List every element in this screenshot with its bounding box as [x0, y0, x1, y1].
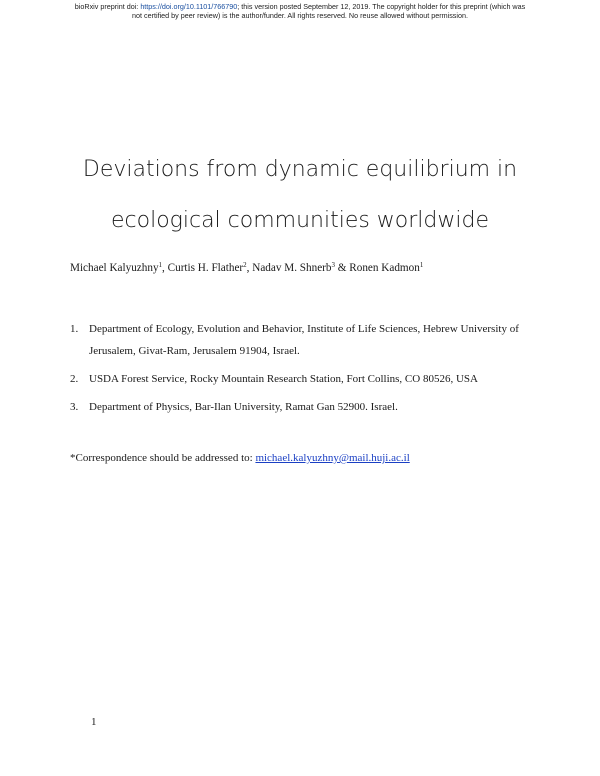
page-number: 1 — [91, 716, 97, 728]
author-separator: & — [334, 262, 350, 274]
affiliation-list — [70, 318, 540, 424]
author-affiliation-marker: 2 — [243, 261, 247, 269]
author-separator: , — [162, 262, 168, 274]
affiliation-item — [70, 318, 540, 362]
author-name: Curtis H. Flather — [167, 262, 244, 274]
author-separator: , — [246, 262, 253, 274]
correspondence-label: *Correspondence should be addressed to: — [70, 452, 256, 464]
author-name: Ronen Kadmon — [349, 262, 420, 274]
correspondence-email-link[interactable]: michael.kalyuzhny@mail.huji.ac.il — [255, 452, 410, 464]
author-affiliation-marker: 1 — [158, 261, 163, 269]
author-affiliation-marker: 1 — [419, 261, 424, 269]
paper-title-line-2: ecological communities worldwide — [111, 208, 489, 233]
author-name: Nadav M. Shnerb — [252, 262, 332, 274]
affiliation-number: 2. — [70, 373, 79, 385]
doi-link[interactable]: https://doi.org/10.1101/766790 — [140, 2, 238, 11]
affiliation-text: Department of Ecology, Evolution and Behavior, Institute of Life Sciences, Hebrew University of Jerusalem, Givat-Ram, Jerusalem 91904, Israel. — [89, 323, 519, 357]
affiliation-number: 3. — [70, 401, 79, 413]
preprint-header — [20, 2, 580, 20]
affiliation-text: Department of Physics, Bar-Ilan University, Ramat Gan 52900. Israel. — [89, 401, 398, 413]
author-name: Michael Kalyuzhny — [70, 262, 159, 274]
affiliation-number: 1. — [70, 323, 79, 335]
author-affiliation-marker: 3 — [331, 261, 335, 269]
affiliation-item — [70, 368, 540, 390]
correspondence-note — [70, 452, 540, 464]
affiliation-text: USDA Forest Service, Rocky Mountain Research Station, Fort Collins, CO 80526, USA — [89, 373, 478, 385]
header-prefix: bioRxiv preprint doi: — [74, 2, 141, 11]
author-list — [70, 262, 540, 274]
header-line-2: not certified by peer review) is the author/funder. All rights reserved. No reuse allowed without permission. — [132, 11, 468, 20]
paper-title-line-1: Deviations from dynamic equilibrium in — [82, 157, 518, 182]
affiliation-item — [70, 396, 540, 418]
header-suffix: ; this version posted September 12, 2019. The copyright holder for this preprint (which was — [237, 2, 526, 11]
